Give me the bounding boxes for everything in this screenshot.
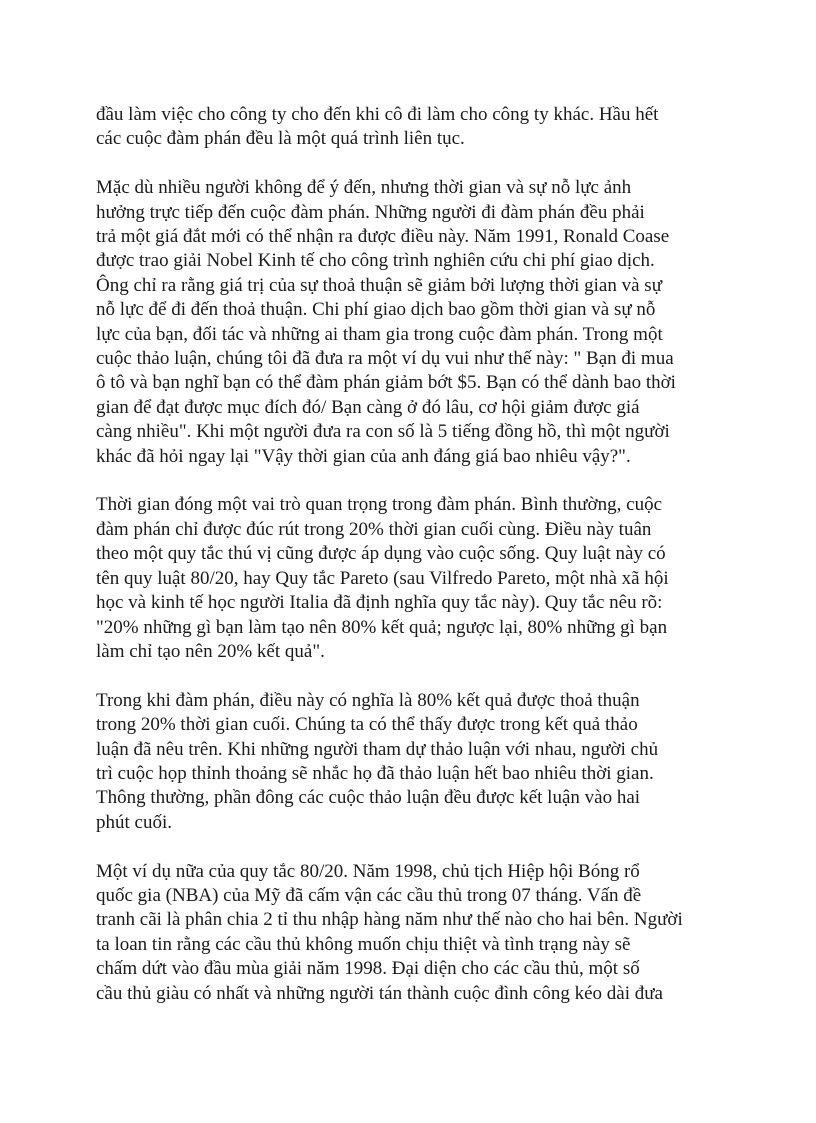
text-line: ô tô và bạn nghĩ bạn có thể đàm phán giảm bớt $5. Bạn có thể dành bao thời: [96, 372, 676, 394]
text-line: đầu làm việc cho công ty cho đến khi cô đi làm cho công ty khác. Hầu hết: [96, 104, 659, 125]
text-line: khác đã hỏi ngay lại "Vậy thời gian của anh đáng giá bao nhiêu vậy?".: [96, 445, 631, 467]
text-line: trong 20% thời gian cuối. Chúng ta có thể thấy được trong kết quả thảo: [96, 714, 638, 736]
text-line: Một ví dụ nữa của quy tắc 80/20. Năm 1998, chủ tịch Hiệp hội Bóng rổ: [96, 860, 640, 882]
text-line: càng nhiều". Khi một người đưa ra con số là 5 tiếng đồng hồ, thì một người: [96, 421, 670, 443]
paragraph: [96, 860, 728, 1006]
text-line: cầu thủ giàu có nhất và những người tán thành cuộc đình công kéo dài đưa: [96, 982, 663, 1004]
document-body: [96, 103, 728, 1030]
text-line: học và kinh tế học người Italia đã định nghĩa quy tắc này). Quy tắc nêu rõ:: [96, 592, 663, 614]
text-line: phút cuối.: [96, 811, 172, 833]
text-line: chấm dứt vào đầu mùa giải năm 1998. Đại diện cho các cầu thủ, một số: [96, 958, 640, 980]
paragraph: [96, 493, 728, 664]
text-line: hưởng trực tiếp đến cuộc đàm phán. Những người đi đàm phán đều phải: [96, 201, 645, 223]
text-line: cuộc thảo luận, chúng tôi đã đưa ra một ví dụ vui như thế này: " Bạn đi mua: [96, 348, 674, 370]
text-line: được trao giải Nobel Kinh tế cho công trình nghiên cứu chi phí giao dịch.: [96, 250, 655, 272]
text-line: trì cuộc họp thỉnh thoảng sẽ nhắc họ đã thảo luận hết bao nhiêu thời gian.: [96, 762, 654, 784]
text-line: trả một giá đắt mới có thể nhận ra được điều này. Năm 1991, Ronald Coase: [96, 226, 670, 248]
text-line: Ông chỉ ra rằng giá trị của sự thoả thuận sẽ giảm bởi lượng thời gian và sự: [96, 274, 662, 296]
text-line: "20% những gì bạn làm tạo nên 80% kết quả; ngược lại, 80% những gì bạn: [96, 616, 668, 638]
text-line: làm chỉ tạo nên 20% kết quả".: [96, 640, 325, 662]
paragraph: [96, 103, 728, 152]
text-line: theo một quy tắc thú vị cũng được áp dụng vào cuộc sống. Quy luật này có: [96, 543, 666, 565]
text-line: tranh cãi là phân chia 2 tỉ thu nhập hàng năm như thế nào cho hai bên. Người: [96, 909, 683, 931]
text-line: ta loan tin rằng các cầu thủ không muốn chịu thiệt và tình trạng này sẽ: [96, 933, 631, 955]
text-line: Trong khi đàm phán, điều này có nghĩa là 80% kết quả được thoả thuận: [96, 689, 640, 711]
paragraph: [96, 176, 728, 469]
paragraph: [96, 689, 728, 835]
text-line: Mặc dù nhiều người không để ý đến, nhưng thời gian và sự nỗ lực ảnh: [96, 177, 632, 199]
text-line: Thông thường, phần đông các cuộc thảo luận đều được kết luận vào hai: [96, 787, 641, 809]
text-line: tên quy luật 80/20, hay Quy tắc Pareto (sau Vilfredo Pareto, một nhà xã hội: [96, 567, 669, 589]
text-line: quốc gia (NBA) của Mỹ đã cấm vận các cầu thủ trong 07 tháng. Vấn đề: [96, 884, 642, 906]
text-line: gian để đạt được mục đích đó/ Bạn càng ở đó lâu, cơ hội giảm được giá: [96, 396, 640, 418]
text-line: đàm phán chỉ được đúc rút trong 20% thời gian cuối cùng. Điều này tuân: [96, 518, 652, 540]
text-line: luận đã nêu trên. Khi những người tham dự thảo luận với nhau, người chủ: [96, 738, 659, 760]
text-line: Thời gian đóng một vai trò quan trọng trong đàm phán. Bình thường, cuộc: [96, 494, 663, 516]
text-line: lực của bạn, đối tác và những ai tham gia trong cuộc đàm phán. Trong một: [96, 323, 663, 345]
text-line: nỗ lực để đi đến thoả thuận. Chi phí giao dịch bao gồm thời gian và sự nỗ: [96, 299, 656, 321]
text-line: các cuộc đàm phán đều là một quá trình liên tục.: [96, 128, 465, 150]
